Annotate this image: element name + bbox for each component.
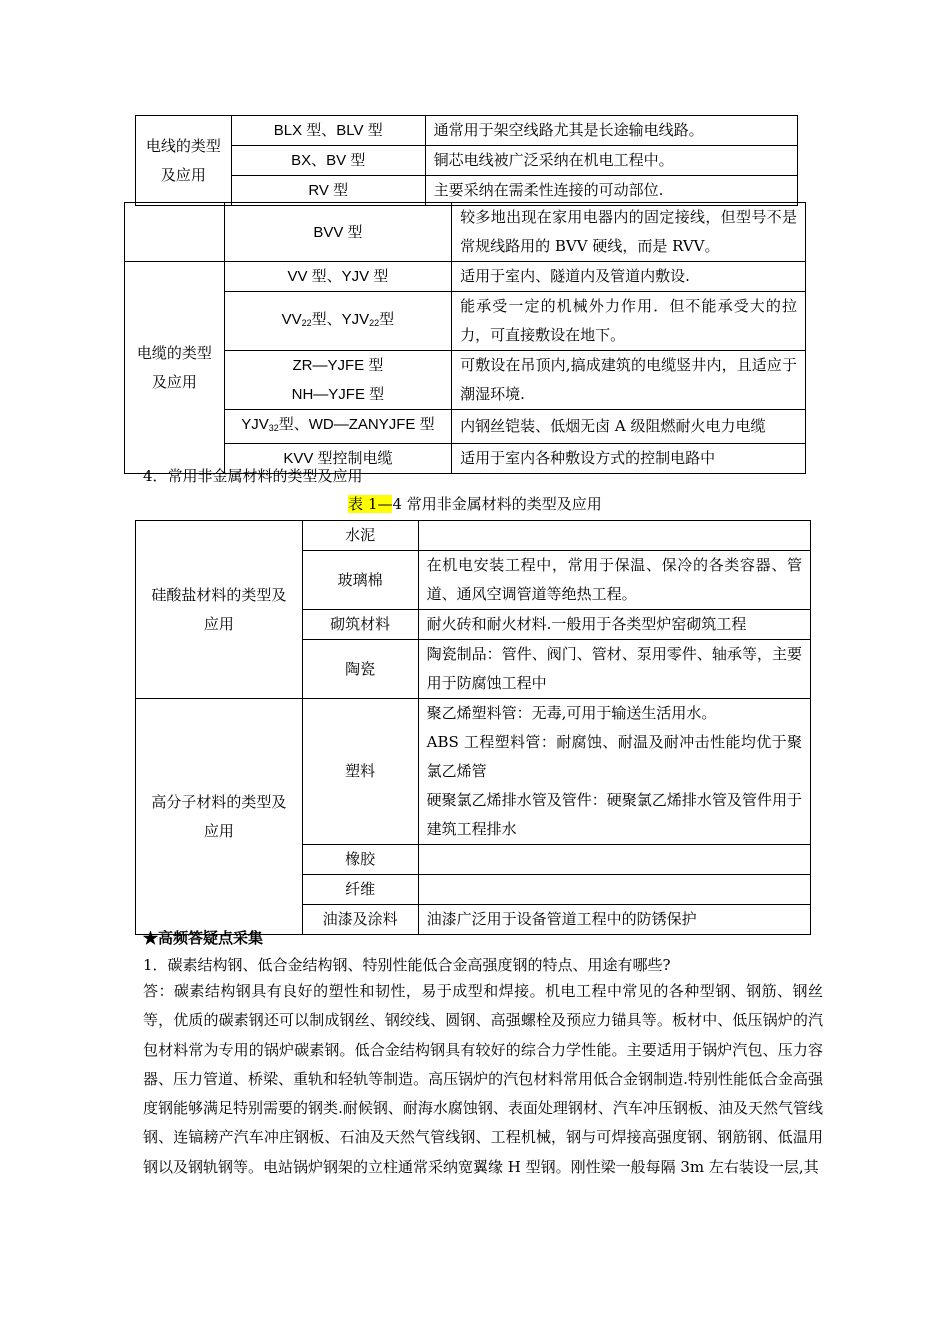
table-caption bbox=[0, 493, 950, 515]
wire-desc-cell: 通常用于架空线路尤其是长途输电线路。 bbox=[425, 116, 797, 146]
caption-highlight: 表 1— bbox=[348, 495, 393, 513]
wire-type-cell: RV 型 bbox=[231, 176, 425, 206]
cable-category-cell: 电缆的类型及应用 bbox=[125, 262, 225, 474]
section-heading: 4．常用非金属材料的类型及应用 bbox=[143, 467, 363, 485]
material-cell: 塑料 bbox=[302, 699, 418, 845]
type-line: ZR—YJFE 型 bbox=[292, 357, 384, 374]
cable-type-cell bbox=[224, 292, 451, 351]
cable-desc-cell: 较多地出现在家用电器内的固定接线，但型号不是常规线路用的 BVV 硬线，而是 RVV。 bbox=[452, 203, 806, 262]
type-part: YJV bbox=[241, 416, 269, 433]
wire-desc-cell: 铜芯电线被广泛采纳在机电工程中。 bbox=[425, 146, 797, 176]
table-row bbox=[125, 292, 806, 351]
plastic-desc-line: 硬聚氯乙烯排水管及管件：硬聚氯乙烯排水管及管件用于建筑工程排水 bbox=[426, 791, 802, 838]
subscript: 22 bbox=[301, 317, 312, 328]
cable-desc-cell: 适用于室内各种敷设方式的控制电路中 bbox=[452, 444, 806, 474]
wire-type-cell: BLX 型、BLV 型 bbox=[231, 116, 425, 146]
material-desc-cell bbox=[418, 875, 810, 905]
blank-cell bbox=[125, 203, 225, 262]
table-row bbox=[136, 521, 811, 551]
nonmetal-material-table bbox=[135, 520, 811, 935]
table-row bbox=[136, 699, 811, 845]
table-row bbox=[125, 203, 806, 262]
table-row bbox=[125, 262, 806, 292]
table-row bbox=[125, 351, 806, 410]
material-desc-cell bbox=[418, 845, 810, 875]
cable-type-table bbox=[124, 202, 806, 474]
table-row bbox=[125, 410, 806, 444]
wire-type-table bbox=[135, 115, 798, 206]
wire-desc-cell: 主要采纳在需柔性连接的可动部位. bbox=[425, 176, 797, 206]
wire-type-cell: BX、BV 型 bbox=[231, 146, 425, 176]
silicate-category-cell: 硅酸盐材料的类型及应用 bbox=[136, 521, 303, 699]
cable-type-cell: BVV 型 bbox=[224, 203, 451, 262]
cable-desc-cell: 内钢丝铠装、低烟无卤 A 级阻燃耐火电力电缆 bbox=[452, 410, 806, 444]
type-part: VV bbox=[281, 310, 302, 328]
material-desc-cell: 耐火砖和耐火材料.一般用于各类型炉窑砌筑工程 bbox=[418, 610, 810, 640]
cable-desc-cell: 适用于室内、隧道内及管道内敷设. bbox=[452, 262, 806, 292]
plastic-desc-line: 聚乙烯塑料管：无毒,可用于输送生活用水。 bbox=[426, 704, 717, 722]
type-part: 型、WD—ZANYJFE 型 bbox=[278, 416, 435, 433]
material-desc-cell bbox=[418, 521, 810, 551]
faq-answer: 答：碳素结构钢具有良好的塑性和韧性，易于成型和焊接。机电工程中常见的各种型钢、钢筋、钢丝等，优质的碳素钢还可以制成钢丝、钢绞线、圆钢、高强螺栓及预应力锚具等。板材中、低压锅炉的汽包材料常为专用的锅炉碳素钢。低合金结构钢具有较好的综合力学性能。主要适用于锅炉汽包、压力容器、压力管道、桥梁、重轨和轻轨等制造。高压锅炉的汽包材料常用低合金钢制造.特别性能低合金高强度钢能够满足特别需要的钢类.耐候钢、耐海水腐蚀钢、表面处理钢材、汽车冲压钢板、油及天然气管线钢、连镐耪产汽车冲庄钢板、石油及天然气管线钢、工程机械，钢与可焊接高强度钢、钢筋钢、低温用钢以及钢轨钢等。电站锅炉钢架的立柱通常采纳宽翼缘 H 型钢。刚性梁一般每隔 3m 左右装设一层,其 bbox=[143, 982, 823, 1176]
material-cell: 油漆及涂料 bbox=[302, 905, 418, 935]
polymer-category-cell: 高分子材料的类型及应用 bbox=[136, 699, 303, 935]
cable-type-cell: KVV 型控制电缆 bbox=[224, 444, 451, 474]
faq-question: 1．碳素结构钢、低合金结构钢、特别性能低合金高强度钢的特点、用途有哪些? bbox=[143, 956, 671, 974]
type-line: NH—YJFE 型 bbox=[291, 386, 385, 403]
faq-heading: ★高频答疑点采集 bbox=[143, 929, 264, 947]
material-cell: 玻璃棉 bbox=[302, 551, 418, 610]
material-desc-cell: 陶瓷制品：管件、阀门、管材、泵用零件、轴承等，主要用于防腐蚀工程中 bbox=[418, 640, 810, 699]
caption-text: 4 常用非金属材料的类型及应用 bbox=[392, 495, 602, 513]
material-cell: 橡胶 bbox=[302, 845, 418, 875]
subscript: 22 bbox=[369, 317, 380, 328]
cable-type-cell: VV 型、YJV 型 bbox=[224, 262, 451, 292]
material-cell: 陶瓷 bbox=[302, 640, 418, 699]
table-row bbox=[136, 176, 798, 206]
cable-desc-cell: 可敷设在吊顶内,搞成建筑的电缆竖井内，且适应于潮湿环境. bbox=[452, 351, 806, 410]
material-desc-cell: 油漆广泛用于设备管道工程中的防锈保护 bbox=[418, 905, 810, 935]
material-cell: 水泥 bbox=[302, 521, 418, 551]
cable-type-cell bbox=[224, 410, 451, 444]
material-cell: 砌筑材料 bbox=[302, 610, 418, 640]
plastic-desc-line: ABS 工程塑料管：耐腐蚀、耐温及耐冲击性能均优于聚氯乙烯管 bbox=[426, 733, 802, 780]
wire-category-cell: 电线的类型及应用 bbox=[136, 116, 232, 206]
cable-type-cell bbox=[224, 351, 451, 410]
material-cell: 纤维 bbox=[302, 875, 418, 905]
table-row bbox=[136, 116, 798, 146]
material-desc-cell: 在机电安装工程中，常用于保温、保冷的各类容器、管道、通风空调管道等绝热工程。 bbox=[418, 551, 810, 610]
type-part: 型 bbox=[379, 310, 395, 328]
cable-desc-cell: 能承受一定的机械外力作用．但不能承受大的拉力，可直接敷设在地下。 bbox=[452, 292, 806, 351]
subscript: 32 bbox=[268, 423, 279, 433]
material-desc-cell bbox=[418, 699, 810, 845]
table-row bbox=[136, 146, 798, 176]
type-part: 型、YJV bbox=[311, 310, 370, 328]
